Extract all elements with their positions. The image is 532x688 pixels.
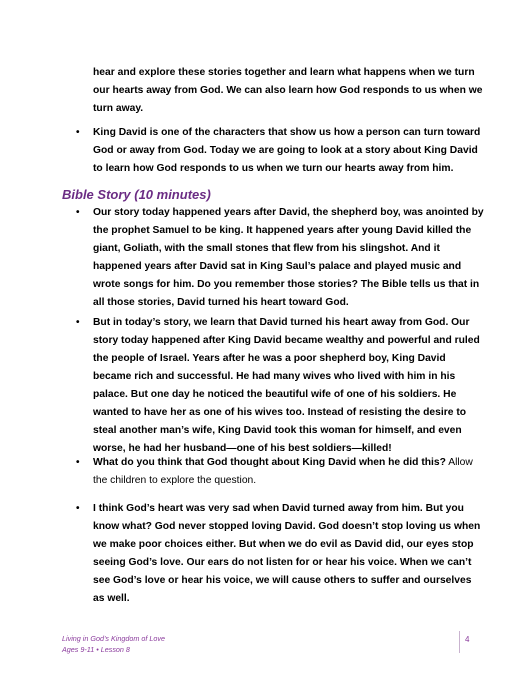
list-item: [76, 500, 485, 608]
question-text: What do you think that God thought about King David when he did this?: [93, 457, 446, 468]
bullet-icon: •: [76, 127, 80, 138]
bullet-text: King David is one of the characters that show us how a person can turn toward God or away from God. Today we are going to look at a story about King David to learn how God responds to us when we turn our hearts away from him.: [93, 127, 481, 174]
bullet-text: I think God’s heart was very sad when David turned away from him. But you know what? God never stopped loving David. God doesn’t stop loving us when we make poor choices either. But when we do evil as David did, our eyes stop seeing God’s love. Our ears do not listen for or hear his voice. When we can’t see God’s love or hear his voice, we will cause others to suffer and ourselves as well.: [93, 503, 481, 604]
list-item: [76, 204, 485, 312]
list-item: [76, 124, 485, 178]
footer-title: Living in God’s Kingdom of Love: [62, 634, 165, 643]
footer-divider: [459, 631, 460, 653]
bullet-icon: •: [76, 457, 80, 468]
list-item: [76, 454, 485, 490]
section-heading: Bible Story (10 minutes): [62, 187, 211, 202]
bullet-icon: •: [76, 207, 80, 218]
page-footer: [62, 633, 165, 655]
bullet-icon: •: [76, 317, 80, 328]
bullet-text: But in today’s story, we learn that David turned his heart away from God. Our story today happened after King David became wealthy and powerful and ruled the people of Israel. Years after he was a poor shepherd boy, King David became rich and successful. He had many wives who lived with him in his palace. But one day he noticed the beautiful wife of one of his soldiers. He wanted to have her as one of his wives too. Instead of resisting the desire to steal another man’s wife, King David took this woman for himself, and even worse, he had her husband—one of his best soldiers—killed!: [93, 317, 480, 454]
intro-paragraph: hear and explore these stories together and learn what happens when we turn our hearts away from God. We can also learn how God responds to us when we turn away.: [93, 67, 483, 114]
list-item: [76, 314, 485, 458]
bullet-icon: •: [76, 503, 80, 514]
footer-subtitle: Ages 9-11 • Lesson 8: [62, 645, 130, 654]
page-number: 4: [465, 635, 470, 644]
facilitator-note: Allow the children to explore the question.: [93, 457, 473, 486]
bullet-text: Our story today happened years after David, the shepherd boy, was anointed by the prophet Samuel to be king. It happened years after young David killed the giant, Goliath, with the small stones that flew from his slingshot. And it happened years after David sat in King Saul’s palace and played music and wrote songs for him. Do you remember those stories? The Bible tells us that in all those stories, David turned his heart toward God.: [93, 207, 484, 308]
